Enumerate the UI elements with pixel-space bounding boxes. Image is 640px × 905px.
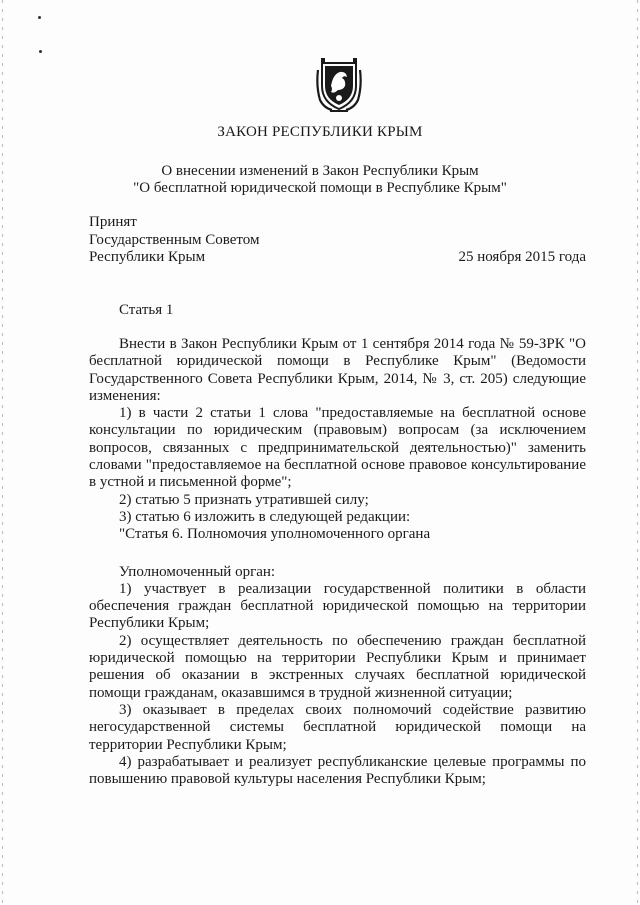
paragraph: 2) статью 5 признать утратившей силу;: [119, 491, 369, 508]
scan-speck: [39, 50, 42, 53]
law-subtitle-line2: "О бесплатной юридической помощи в Республике Крым": [133, 180, 507, 196]
adopted-by-line1: Государственным Советом: [89, 232, 260, 248]
paragraph: 3) статью 6 изложить в следующей редакции:: [119, 508, 411, 525]
paragraph: Внести в Закон Республики Крым от 1 сентября 2014 года № 59-ЗРК "О бесплатной юридической помощи в Республике Крым" (Ведомости Государственного Совета Республики Крым, 2014, № 3, ст. 205) следующие изменения:: [89, 336, 586, 404]
paragraph: 4) разрабатывает и реализует республиканские целевые программы по повышению правовой культуры населения Республики Крым;: [89, 753, 586, 788]
paragraph: 2) осуществляет деятельность по обеспечению граждан бесплатной юридической помощью на территории Республики Крым и принимает решения об оказании в экстренных случаях бесплатной юридической помощи гражданам, оказавшимся в трудной жизненной ситуации;: [89, 632, 586, 701]
paragraph: 1) участвует в реализации государственной политики в области обеспечения граждан бесплатной юридической помощью на территории Республики Крым;: [89, 580, 586, 632]
scan-speck: [38, 16, 41, 19]
adopted-label: Принят: [89, 214, 137, 230]
paragraph: "Статья 6. Полномочия уполномоченного органа: [119, 526, 431, 543]
adopted-date: 25 ноября 2015 года: [458, 249, 586, 265]
paragraph: Уполномоченный орган:: [119, 563, 276, 580]
paragraph: 3) оказывает в пределах своих полномочий содействие развитию негосударственной системы бесплатной юридической помощи на территории Республики Крым;: [89, 701, 586, 753]
crimea-coat-of-arms-icon: [316, 56, 362, 112]
adopted-by-line2: Республики Крым: [89, 249, 206, 265]
law-title: ЗАКОН РЕСПУБЛИКИ КРЫМ: [217, 124, 423, 140]
article-heading: Статья 1: [119, 302, 174, 318]
law-body: [89, 336, 586, 788]
paragraph: 1) в части 2 статьи 1 слова "предоставляемые на бесплатной основе консультации по юридическим (правовым) вопросам (за исключением вопросов, связанных с предпринимательской деятельностью)" заменить словами "предоставляемое на бесплатной основе правовое консультирование в устной и письменной форме";: [89, 405, 586, 491]
law-subtitle-line1: О внесении изменений в Закон Республики Крым: [161, 163, 479, 179]
